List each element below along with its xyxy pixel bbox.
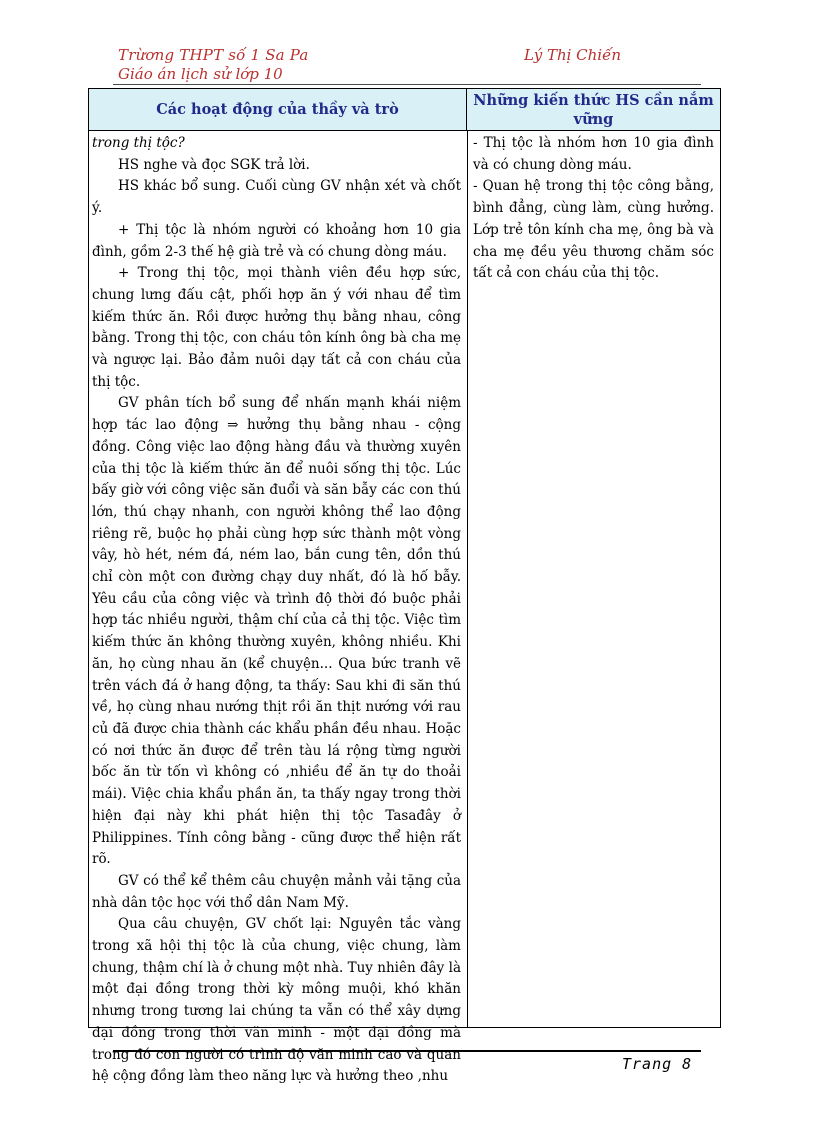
header-subtitle: Giáo án lịch sử lớp 10 [118,65,283,83]
activities-paragraph: Qua câu chuyện, GV chốt lại: Nguyên tắc vàng trong xã hội thị tộc là của chung, việc chung, làm chung, thậm chí là ở chung một nhà. Tuy nhiên đây là một đại đồng trong thời kỳ mông muội, khó khăn nhưng trong tương lai chúng ta vẫn có thể xây dựng đại đồng trong thời văn minh - một đại đồng mà trong đó con người có trình độ văn minh cao và quan hệ cộng đồng làm theo năng lực và hưởng theo ,nhu [92,916,461,1085]
activities-cell [92,133,461,1088]
activities-paragraph: GV phân tích bổ sung để nhấn mạnh khái niệm hợp tác lao động ⇒ hưởng thụ bằng nhau - cộng đồng. Công việc lao động hàng đầu và thường xuyên của thị tộc là kiếm thức ăn để nuôi sống thị tộc. Lúc bấy giờ với công việc săn đuổi và săn bẫy các con thú lớn, thú chạy nhanh, con người không thể lao động riêng rẽ, buộc họ phải cùng hợp sức thành một vòng vây, hò hét, ném đá, ném lao, bắn cung tên, dồn thú chỉ còn một con đường chạy duy nhất, đó là hố bẫy. Yêu cầu của công việc và trình độ thời đó buộc phải hợp tác nhiều người, thậm chí của cả thị tộc. Việc tìm kiếm thức ăn không thường xuyên, không nhiều. Khi ăn, họ cùng nhau ăn (kể chuyện... Qua bức tranh vẽ trên vách đá ở hang động, ta thấy: Sau khi đi săn thú về, họ cùng nhau nướng thịt rồi ăn thịt nướng với rau củ đã được chia thành các khẩu phần đều nhau. Hoặc có nơi thức ăn được để trên tàu lá rộng từng người bốc ăn từ tốn vì không có ,nhiều để ăn tự do thoải mái). Việc chia khẩu phần ăn, ta thấy ngay trong thời hiện đại này khi phát hiện thị tộc Tasađây ở Philippines. Tính công bằng - cũng được thể hiện rất rõ. [92,395,461,868]
column-header-knowledge: Những kiến thức HS cần nắm vững [467,89,720,131]
column-header-activities: Các hoạt động của thầy và trò [89,89,467,131]
activities-paragraph: + Trong thị tộc, mọi thành viên đều hợp sức, chung lưng đấu cật, phối hợp ăn ý với nhau để tìm kiếm thức ăn. Rồi được hưởng thụ bằng nhau, công bằng. Trong thị tộc, con cháu tôn kính ông bà cha mẹ và ngược lại. Bảo đảm nuôi dạy tất cả con cháu của thị tộc. [92,265,461,390]
knowledge-paragraph: - Quan hệ trong thị tộc công bằng, bình đẳng, cùng làm, cùng hưởng. Lớp trẻ tôn kính cha mẹ, ông bà và cha mẹ đều yêu thương chăm sóc tất cả con cháu của thị tộc. [473,178,714,282]
page-number: Trang 8 [622,1055,693,1073]
knowledge-cell [473,133,714,285]
activities-paragraph: HS nghe và đọc SGK trả lời. [118,156,310,173]
knowledge-paragraph: - Thị tộc là nhóm hơn 10 gia đình và có chung dòng máu. [473,135,714,173]
activities-paragraph: GV có thể kể thêm câu chuyện mảnh vải tặng của nhà dân tộc học với thổ dân Nam Mỹ. [92,872,461,911]
activities-paragraph: trong thị tộc? [92,135,185,151]
activities-paragraph: + Thị tộc là nhóm người có khoảng hơn 10 gia đình, gồm 2-3 thế hệ già trẻ và có chung dòng máu. [92,221,461,260]
header-author-name: Lý Thị Chiến [524,46,621,64]
header-divider [113,84,701,85]
header-school-name: Trừơng THPT số 1 Sa Pa [118,46,309,64]
column-divider [467,131,468,1027]
activities-paragraph: HS khác bổ sung. Cuối cùng GV nhận xét và chốt ý. [92,178,461,217]
footer-divider [113,1050,701,1052]
